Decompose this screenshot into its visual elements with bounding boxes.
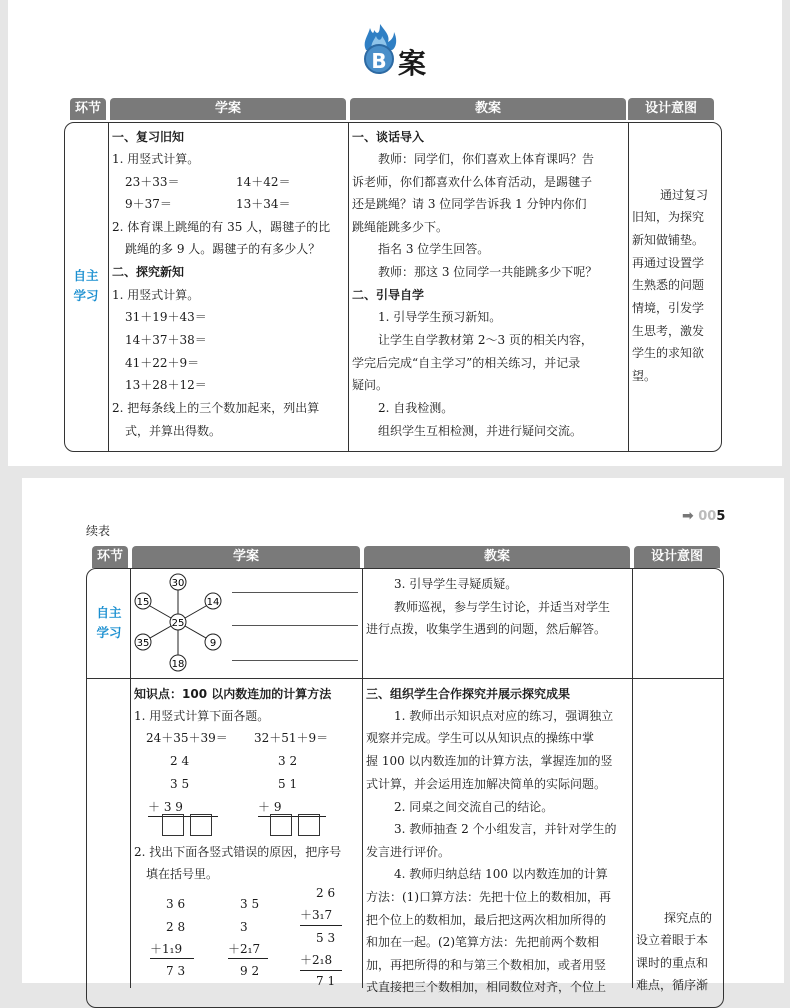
header-jiaoan: 教案: [364, 546, 630, 568]
text-line: 旧知，为探究: [632, 210, 705, 224]
text-line: 跳绳能跳多少下。: [352, 220, 449, 234]
calc-line: 9 2: [240, 964, 260, 978]
text-line: 再通过设置学: [632, 256, 705, 270]
text-line: 跳绳的多 9 人。踢毽子的有多少人？: [125, 242, 321, 256]
text-line: 式直接把三个数相加，相同数位对齐，个位上: [366, 980, 607, 994]
text-line: 还是跳绳？请 3 位同学告诉我 1 分钟内你们: [352, 197, 587, 211]
text-line: 观察并完成。学生可以从知识点的操练中掌: [366, 731, 595, 745]
heading: 一、复习旧知: [112, 130, 185, 144]
text-line: 教师巡视，参与学生讨论，并适当对学生: [394, 600, 611, 614]
divider: [108, 122, 109, 452]
text-line: 望。: [632, 369, 657, 383]
equation: 32＋51＋9＝: [254, 731, 329, 745]
calc-line: 3: [240, 920, 248, 934]
page-top: [8, 0, 782, 466]
text-line: 3. 引导学生寻疑质疑。: [394, 577, 518, 591]
equation: 24＋35＋39＝: [146, 731, 228, 745]
text-line: 情境，引发学: [632, 301, 705, 315]
text-line: 诉老师，你们都喜欢什么体育活动，是踢毽子: [352, 175, 593, 189]
equation: 23＋33＝: [125, 175, 180, 189]
divider: [632, 568, 633, 988]
text-line: 2. 体育课上跳绳的有 35 人，踢毽子的比: [112, 220, 331, 234]
calc-line: 2 6: [316, 886, 336, 900]
logo-letter: B: [364, 44, 394, 74]
text-line: 把个位上的数相加，最后把这两次相加所得的: [366, 913, 607, 927]
page-number-value: 5: [716, 509, 726, 524]
logo: [356, 22, 446, 82]
text-line: 式计算，并会运用连加解决简单的实际问题。: [366, 777, 607, 791]
answer-box[interactable]: [162, 814, 184, 836]
equation: 14＋37＋38＝: [125, 333, 207, 347]
calc-line: 7 1: [316, 974, 336, 988]
equation: 9＋37＝: [125, 197, 172, 211]
header-sheji: 设计意图: [628, 98, 714, 120]
answer-line: [232, 660, 358, 661]
equation: 13＋34＝: [236, 197, 291, 211]
section-label: 自主 学习: [96, 605, 122, 640]
answer-box[interactable]: [190, 814, 212, 836]
diagram-number-center: 25: [171, 618, 185, 629]
text-line: 和加在一起。(2)笔算方法：先把前两个数相: [366, 935, 599, 949]
calc-line: 3 5: [170, 777, 190, 791]
heading: 二、探究新知: [112, 265, 185, 279]
calc-rule: [300, 925, 342, 926]
calc-line: ＋3₁7: [300, 908, 333, 922]
text-line: 学完后完成“自主学习”的相关练习，并记录: [352, 356, 581, 370]
equation: 31＋19＋43＝: [125, 310, 207, 324]
header-xuean: 学案: [132, 546, 360, 568]
page-bottom: [22, 478, 784, 994]
header-jiaoan: 教案: [350, 98, 626, 120]
divider: [362, 568, 363, 988]
text-line: 发言进行评价。: [366, 845, 451, 859]
text-line: 新知做铺垫。: [632, 233, 705, 247]
text-line: 1. 用竖式计算下面各题。: [134, 709, 270, 723]
text-line: 方法：(1)口算方法：先把十位上的数相加，再: [366, 890, 611, 904]
text-line: 加，再把所得的和与第三个数相加，或者用竖: [366, 958, 607, 972]
text-line: 指名 3 位学生回答。: [378, 242, 490, 256]
text-line: 2. 把每条线上的三个数加起来，列出算: [112, 401, 320, 415]
header-huanjie: 环节: [92, 546, 128, 568]
text-line: 组织学生互相检测，并进行疑问交流。: [378, 424, 583, 438]
calc-line: 3 2: [278, 754, 298, 768]
text-line: 2. 自我检测。: [378, 401, 454, 415]
calc-line: 3 6: [166, 897, 186, 911]
divider: [628, 122, 629, 452]
diagram-number-lr: 9: [209, 638, 217, 649]
section-label: 自主 学习: [73, 268, 99, 303]
row-divider: [86, 678, 724, 679]
answer-box[interactable]: [270, 814, 292, 836]
equation: 14＋42＝: [236, 175, 291, 189]
text-line: 难点，循序渐: [636, 978, 709, 992]
text-line: 进行点拨，收集学生遇到的问题，然后解答。: [366, 622, 607, 636]
text-line: 让学生自学教材第 2～3 页的相关内容，: [378, 333, 593, 347]
answer-box[interactable]: [298, 814, 320, 836]
diagram-number-ur: 14: [206, 597, 220, 608]
heading: 二、引导自学: [352, 288, 425, 302]
text-line: 生熟悉的问题: [632, 278, 705, 292]
text-line: 学生的求知欲: [632, 346, 705, 360]
arrow-right-icon: ➡: [682, 508, 694, 524]
header-sheji: 设计意图: [634, 546, 720, 568]
text-line: 1. 引导学生预习新知。: [378, 310, 502, 324]
calc-line: 2 4: [170, 754, 190, 768]
equation: 41＋22＋9＝: [125, 356, 200, 370]
text-line: 1. 用竖式计算。: [112, 152, 200, 166]
divider: [348, 122, 349, 452]
calc-line: ＋2₁7: [228, 942, 261, 956]
calc-rule: [150, 958, 194, 959]
calc-line: 5 3: [316, 931, 336, 945]
text-line: 1. 用竖式计算。: [112, 288, 200, 302]
continued-label: 续表: [86, 524, 111, 538]
text-line: 4. 教师归纳总结 100 以内数连加的计算: [394, 867, 608, 881]
calc-line: ＋ 3 9: [148, 800, 183, 814]
page-number: [682, 508, 725, 524]
text-line: 设立着眼于本: [636, 933, 709, 947]
calc-line: 7 3: [166, 964, 186, 978]
heading: 三、组织学生合作探究并展示探究成果: [366, 687, 571, 701]
diagram-number-ul: 15: [136, 597, 150, 608]
calc-rule: [228, 958, 268, 959]
equation: 13＋28＋12＝: [125, 378, 207, 392]
text-line: 1. 教师出示知识点对应的练习，强调独立: [394, 709, 614, 723]
calc-line: ＋2₁8: [300, 953, 333, 967]
text-line: 生思考，激发: [632, 324, 705, 338]
diagram-number-top: 30: [171, 578, 185, 589]
text-line: 探究点的: [664, 911, 713, 925]
text-line: 填在括号里。: [146, 867, 219, 881]
text-line: 式，并算出得数。: [125, 424, 222, 438]
diagram-number-ll: 35: [136, 638, 150, 649]
text-line: 握 100 以内数连加的计算方法，掌握连加的竖: [366, 754, 613, 768]
answer-line: [232, 625, 358, 626]
text-line: 课时的重点和: [636, 956, 709, 970]
text-line: 疑问。: [352, 378, 389, 392]
diagram-number-bottom: 18: [171, 659, 185, 670]
text-line: 教师：同学们，你们喜欢上体育课吗？告: [378, 152, 595, 166]
calc-line: 3 5: [240, 897, 260, 911]
text-line: 教师：那这 3 位同学一共能跳多少下呢？: [378, 265, 598, 279]
number-star-diagram: [130, 572, 230, 676]
calc-line: 2 8: [166, 920, 186, 934]
calc-line: ＋ 9: [258, 800, 282, 814]
text-line: 3. 教师抽查 2 个小组发言，并针对学生的: [394, 822, 617, 836]
heading: 一、谈话导入: [352, 130, 425, 144]
answer-line: [232, 592, 358, 593]
calc-line: 5 1: [278, 777, 298, 791]
logo-title: 案: [398, 47, 427, 80]
text-line: 2. 同桌之间交流自己的结论。: [394, 800, 554, 814]
knowledge-point-heading: 知识点：100 以内数连加的计算方法: [134, 687, 332, 701]
text-line: 2. 找出下面各竖式错误的原因，把序号: [134, 845, 342, 859]
header-huanjie: 环节: [70, 98, 106, 120]
calc-line: ＋1₁9: [150, 942, 183, 956]
page-number-prefix: 00: [698, 509, 717, 524]
header-xuean: 学案: [110, 98, 346, 120]
text-line: 通过复习: [660, 188, 709, 202]
